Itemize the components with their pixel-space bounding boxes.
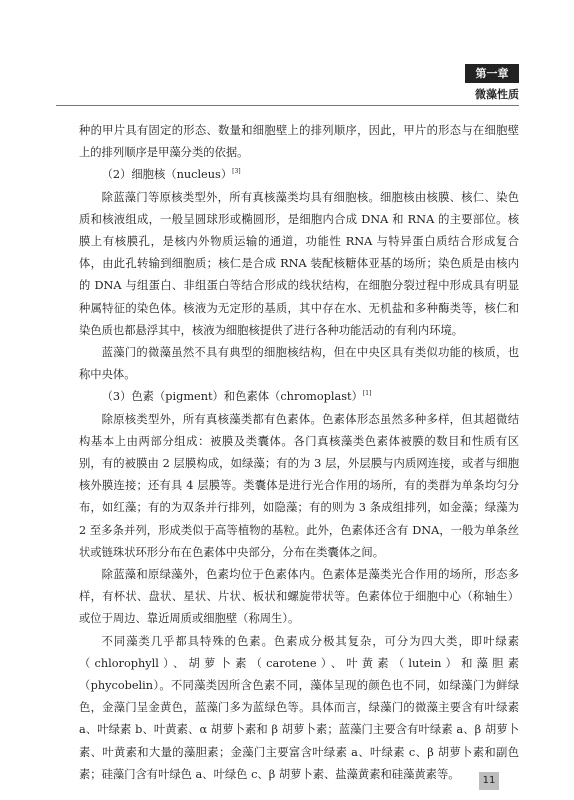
- paragraph-cyanobacteria-nucleoid: 蓝藻门的微藻虽然不具有典型的细胞核结构，但在中央区具有类似功能的核质，也称中央体。: [79, 346, 519, 382]
- section-heading-text: （3）色素（pigment）和色素体（chromoplast）: [101, 390, 363, 404]
- section-heading-text: （2）细胞核（nucleus）: [101, 168, 233, 182]
- paragraph-chromoplast-structure: 除原核类型外，所有真核藻类都有色素体。色素体形态虽然多种多样，但其超微结构基本上由两部分组成：被膜及类囊体。各门真核藻类色素体被膜的数目和性质有区别，有的被膜由 2 层膜构成，如绿藻；有的为 3 层，外层膜与内质网连接，或者与细胞核外膜连接；还有具 4 层膜等。类囊体是进行光合作用的场所，有的类群为单条均匀分布，如红藻；有的为双条并行排列，如隐藻；有的则为 3 条成组排列，如金藻；绿藻为 2 至多条并列，形成类似于高等植物的基粒。此外，色素体还含有 DNA，一般为单条丝状或链珠状环形分布在色素体中央部分，分布在类囊体之间。: [79, 412, 519, 559]
- citation-ref: [1]: [362, 390, 372, 398]
- page-number: 11: [479, 772, 499, 790]
- paragraph-continued: 种的甲片具有固定的形态、数量和细胞壁上的排列顺序，因此，甲片的形态与在细胞壁上的排列顺序是甲藻分类的依据。: [79, 124, 519, 160]
- header-divider: [56, 105, 519, 106]
- chapter-title: 微藻性质: [475, 88, 519, 101]
- citation-ref: [3]: [232, 168, 241, 176]
- paragraph-nucleus-structure: 除蓝藻门等原核类型外，所有真核藻类均具有细胞核。细胞核由核膜、核仁、染色质和核液组成，一般呈圆球形或椭圆形，是细胞内合成 DNA 和 RNA 的主要部位。核膜上有核膜孔，是核内外物质运输的通道，功能性 RNA 与特异蛋白质结合形成复合体，由此孔转输到细胞质；核仁是合成 RNA 装配核糖体亚基的场所；染色质是由核内的 DNA 与组蛋白、非组蛋白等结合形成的线状结构，在细胞分裂过程中形成具有明显种属特征的染色体。核液为无定形的基质，其中存在水、无机盐和多种酶类等，核仁和染色质也都悬浮其中，核液为细胞核提供了进行各种功能活动的有利内环境。: [79, 190, 519, 337]
- paragraph-chromoplast-shape: 除蓝藻和原绿藻外，色素均位于色素体内。色素体是藻类光合作用的场所，形态多样，有杯状、盘状、星状、片状、板状和螺旋带状等。色素体位于细胞中心（称轴生）或位于周边、靠近周质或细胞壁（称周生）。: [79, 568, 519, 626]
- section-heading-pigment: [79, 386, 519, 408]
- paragraph-pigment-types: 不同藻类几乎都具特殊的色素。色素成分极其复杂，可分为四大类，即叶绿素（chlorophyll）、胡萝卜素（carotene）、叶黄素（lutein）和藻胆素（phycobelin）。不同藻类因所含色素不同，藻体呈现的颜色也不同，如绿藻门为鲜绿色，金藻门呈金黄色，蓝藻门多为蓝绿色等。具体而言，绿藻门的微藻主要含有叶绿素 a、叶绿素 b、叶黄素、α 胡萝卜素和 β 胡萝卜素；蓝藻门主要含有叶绿素 a、β 胡萝卜素、叶黄素和大量的藻胆素；金藻门主要富含叶绿素 a、叶绿素 c、β 胡萝卜素和副色素；硅藻门含有叶绿色 a、叶绿色 c、β 胡萝卜素、盐藻黄素和硅藻黄素等。: [79, 634, 519, 781]
- section-heading-nucleus: [79, 164, 519, 186]
- chapter-badge: 第一章: [465, 64, 519, 83]
- page-body: [79, 120, 519, 786]
